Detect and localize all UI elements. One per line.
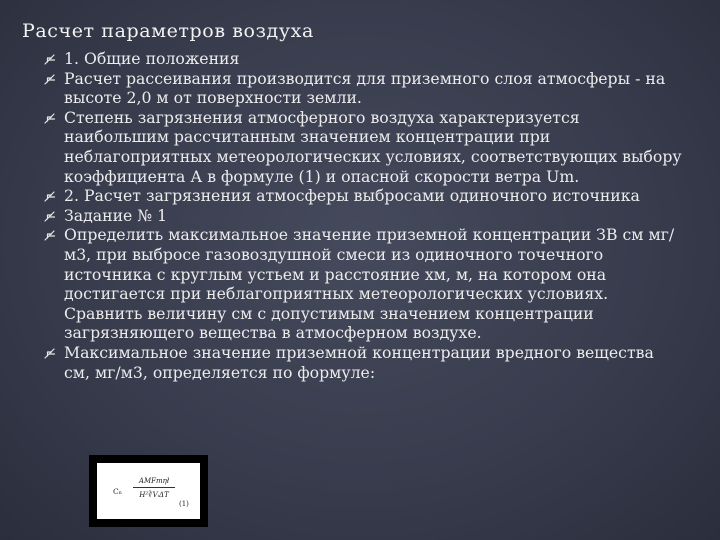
formula-numerator: AMFmηł	[138, 477, 170, 485]
feather-quill-icon	[44, 347, 56, 359]
bullet-text: 2. Расчет загрязнения атмосферы выбросами одиночного источника	[64, 186, 640, 206]
feather-quill-icon	[44, 229, 56, 241]
bullet-item	[44, 225, 684, 343]
fraction-bar	[133, 487, 175, 488]
bullet-item	[44, 186, 684, 206]
formula-image	[89, 455, 208, 527]
bullet-text: Определить максимальное значение приземной концентрации ЗВ см мг/м3, при выбросе газовоздушной смеси из одиночного точечного источника с круглым устьем и расстояние хм, м, на котором она достигается при неблагоприятных метеорологических условиях. Сравнить величину см с допустимым значением концентрации загрязняющего вещества в атмосферном воздухе.	[64, 225, 675, 343]
bullet-item	[44, 343, 684, 382]
bullet-item	[44, 108, 684, 186]
formula-denominator: H²∛VᵢΔT	[139, 491, 169, 499]
formula-box	[97, 463, 200, 519]
feather-quill-icon	[44, 73, 56, 85]
feather-quill-icon	[44, 112, 56, 124]
bullet-text: Задание № 1	[64, 205, 168, 225]
slide-title: Расчет параметров воздуха	[22, 20, 314, 42]
bullet-item	[44, 69, 684, 108]
bullet-text: 1. Общие положения	[64, 49, 240, 68]
bullet-list	[44, 49, 684, 382]
feather-quill-icon	[44, 210, 56, 222]
feather-quill-icon	[44, 190, 56, 202]
feather-quill-icon	[44, 53, 56, 65]
bullet-text: Максимальное значение приземной концентрации вредного вещества см, мг/м3, определяется по формуле:	[64, 342, 654, 382]
bullet-text: Степень загрязнения атмосферного воздуха характеризуется наибольшим рассчитанным значением концентрации при неблагоприятных метеорологических условиях, соответствующих выбору коэффициента А в формуле (1) и опасной скорости ветра Um.	[64, 107, 682, 186]
bullet-text: Расчет рассеивания производится для приземного слоя атмосферы - на высоте 2,0 м от поверхности земли.	[64, 68, 666, 108]
equation-number: (1)	[179, 500, 189, 508]
formula-lhs: Cₙ	[113, 487, 122, 496]
bullet-item	[44, 206, 684, 226]
bullet-item	[44, 49, 684, 69]
